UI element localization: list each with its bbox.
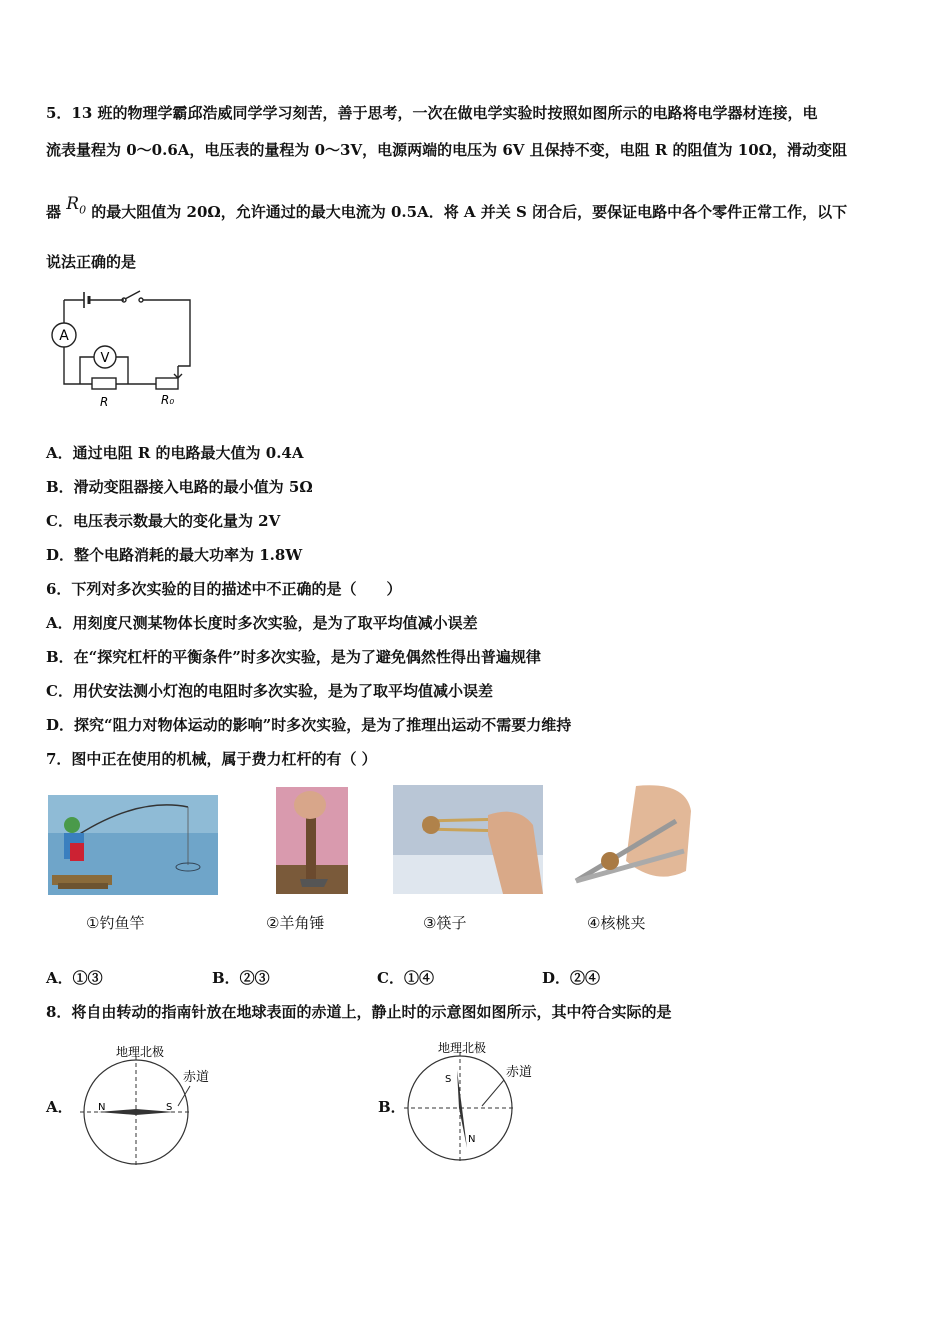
nutcracker-image bbox=[566, 781, 693, 891]
caption-chopsticks: ③筷子 bbox=[423, 914, 467, 932]
q6-option-a: A．用刻度尺测某物体长度时多次实验，是为了取平均值减小误差 bbox=[46, 614, 478, 632]
q5-stem-line4: 说法正确的是 bbox=[46, 253, 137, 271]
compass-diagram-a bbox=[80, 1040, 220, 1168]
rheostat-label: R₀ bbox=[161, 393, 175, 407]
q8-option-a-label: A． bbox=[46, 1098, 73, 1116]
q7-option-b: B．②③ bbox=[212, 969, 270, 987]
r0-symbol bbox=[66, 194, 87, 217]
equator-label-b: 赤道 bbox=[506, 1065, 533, 1080]
n-label-b: N bbox=[468, 1134, 476, 1145]
q5-stem-line3-pre: 器 bbox=[46, 203, 62, 221]
voltmeter-label: V bbox=[100, 351, 110, 366]
q7-stem: 7．图中正在使用的机械，属于费力杠杆的有（ ） bbox=[46, 750, 377, 768]
ammeter-label: A bbox=[59, 328, 69, 344]
q5-option-b: B．滑动变阻器接入电路的最小值为 5Ω bbox=[46, 478, 313, 496]
q8-stem: 8．将自由转动的指南针放在地球表面的赤道上，静止时的示意图如图所示，其中符合实际的是 bbox=[46, 1003, 672, 1021]
q6-option-b: B．在“探究杠杆的平衡条件”时多次实验，是为了避免偶然性得出普遍规律 bbox=[46, 648, 541, 666]
pole-label-a: 地理北极 bbox=[116, 1045, 165, 1059]
q5-stem-line1: 5．13 班的物理学霸邱浩威同学学习刻苦，善于思考，一次在做电学实验时按照如图所示的电路将电学器材连接，电 bbox=[46, 104, 818, 122]
needle-a bbox=[98, 1109, 174, 1115]
n-label-a: N bbox=[98, 1102, 106, 1113]
q5-option-a: A．通过电阻 R 的电路最大值为 0.4A bbox=[46, 444, 304, 462]
chopsticks-image bbox=[393, 785, 543, 894]
r0-symbol-sub: 0 bbox=[79, 203, 87, 217]
caption-nutcracker: ④核桃夹 bbox=[587, 914, 646, 932]
fishing-rod-image bbox=[48, 795, 218, 895]
caption-claw-hammer: ②羊角锤 bbox=[266, 914, 325, 932]
q5-stem-line2: 流表量程为 0～0.6A，电压表的量程为 0～3V，电源两端的电压为 6V 且保持不变，电阻 R 的阻值为 10Ω，滑动变阻 bbox=[46, 141, 848, 159]
s-label-b: S bbox=[445, 1074, 452, 1085]
q7-option-c: C．①④ bbox=[377, 969, 434, 987]
claw-hammer-image bbox=[276, 787, 348, 894]
r0-symbol-letter: R bbox=[66, 194, 80, 214]
q5-stem-line3 bbox=[46, 194, 848, 228]
q6-stem: 6．下列对多次实验的目的描述中不正确的是（ ） bbox=[46, 580, 402, 598]
compass-diagram-b bbox=[404, 1036, 544, 1164]
s-label-a: S bbox=[166, 1102, 173, 1113]
caption-fishing-rod: ①钓鱼竿 bbox=[86, 914, 145, 932]
equator-label-a: 赤道 bbox=[183, 1070, 210, 1085]
q7-option-d: D．②④ bbox=[542, 969, 601, 987]
resistor-label: R bbox=[100, 395, 109, 409]
pole-label-b: 地理北极 bbox=[438, 1041, 487, 1055]
circuit-diagram bbox=[44, 288, 204, 412]
needle-b bbox=[457, 1070, 467, 1148]
q5-option-d: D．整个电路消耗的最大功率为 1.8W bbox=[46, 546, 303, 564]
q8-option-b-label: B． bbox=[378, 1098, 406, 1116]
q6-option-c: C．用伏安法测小灯泡的电阻时多次实验，是为了取平均值减小误差 bbox=[46, 682, 493, 700]
q5-stem-line3-post: 的最大阻值为 20Ω，允许通过的最大电流为 0.5A．将 A 并关 S 闭合后，要保证电路中各个零件正常工作，以下 bbox=[91, 203, 848, 221]
q7-option-a: A．①③ bbox=[46, 969, 103, 987]
q5-option-c: C．电压表示数最大的变化量为 2V bbox=[46, 512, 281, 530]
q6-option-d: D．探究“阻力对物体运动的影响”时多次实验，是为了推理出运动不需要力维持 bbox=[46, 716, 572, 734]
